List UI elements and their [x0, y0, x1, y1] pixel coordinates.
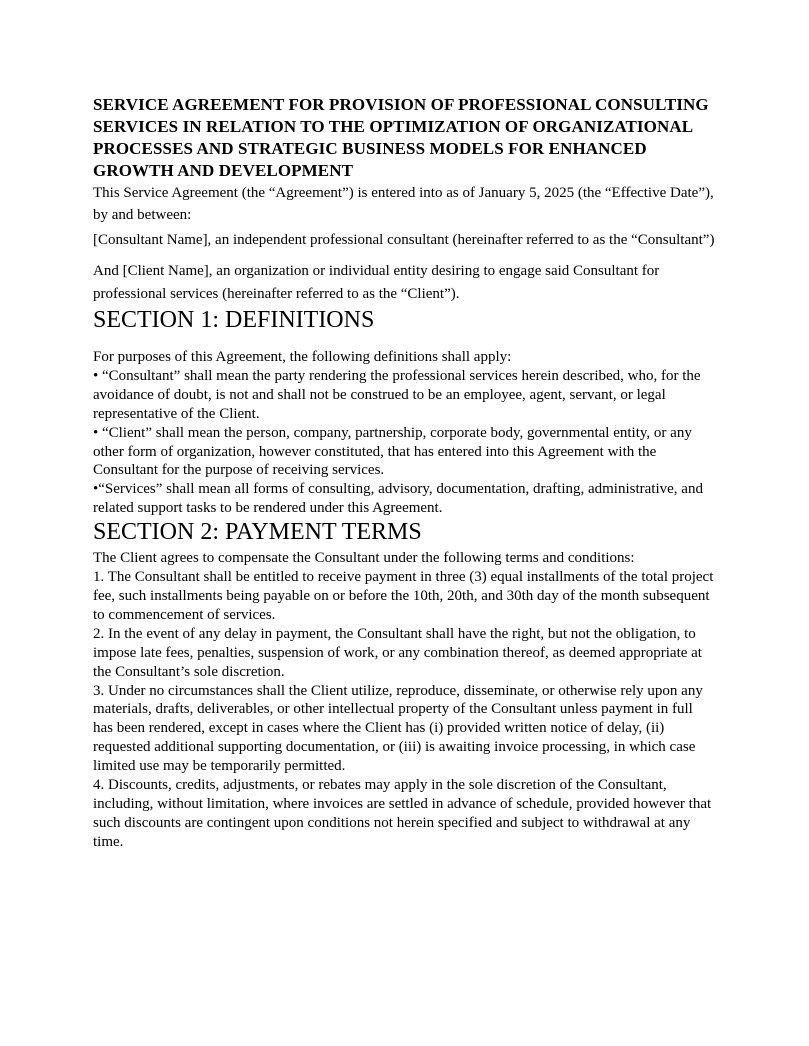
section-1-heading: SECTION 1: DEFINITIONS	[93, 307, 375, 333]
party-consultant-paragraph: [Consultant Name], an independent professional consultant (hereinafter referred to as the “Consultant”)	[93, 232, 715, 248]
payment-term-4: 4. Discounts, credits, adjustments, or rebates may apply in the sole discretion of the Consultant, including, without limitation, where invoices are settled in advance of schedule, provided however that such discounts are contingent upon conditions not herein specified and subject to withdrawal at any time.	[93, 777, 712, 850]
definition-services: •“Services” shall mean all forms of consulting, advisory, documentation, drafting, administrative, and related support tasks to be rendered under this Agreement.	[93, 481, 703, 517]
payment-term-3: 3. Under no circumstances shall the Client utilize, reproduce, disseminate, or otherwise rely upon any materials, drafts, deliverables, or other intellectual property of the Consultant unless payment in full has been rendered, except in cases where the Client has (i) provided written notice of delay, (ii) requested additional supporting documentation, or (iii) is awaiting invoice processing, in which case limited use may be temporarily permitted.	[93, 682, 703, 775]
section-2-heading: SECTION 2: PAYMENT TERMS	[93, 519, 422, 546]
definition-consultant: • “Consultant” shall mean the party rendering the professional services herein described, who, for the avoidance of doubt, is not and shall not be construed to be an employee, agent, servant, or legal representative of the Client.	[93, 367, 701, 422]
document-title: SERVICE AGREEMENT FOR PROVISION OF PROFESSIONAL CONSULTING SERVICES IN RELATION TO THE OPTIMIZATION OF ORGANIZATIONAL PROCESSES AND STRATEGIC BUSINESS MODELS FOR ENHANCED GROWTH AND DEVELOPMENT	[93, 95, 709, 180]
definitions-intro: For purposes of this Agreement, the following definitions shall apply:	[93, 349, 512, 365]
agreement-intro-paragraph: This Service Agreement (the “Agreement”) is entered into as of January 5, 2025 (the “Effective Date”), by and between:	[93, 185, 714, 223]
payment-term-2: 2. In the event of any delay in payment, the Consultant shall have the right, but not the obligation, to impose late fees, penalties, suspension of work, or any combination thereof, as deemed appropriate at the Consultant’s sole discretion.	[93, 625, 702, 680]
party-client-paragraph: And [Client Name], an organization or individual entity desiring to engage said Consultant for professional services (hereinafter referred to as the “Client”).	[93, 263, 660, 302]
definition-client: • “Client” shall mean the person, company, partnership, corporate body, governmental entity, or any other form of organization, however constituted, that has entered into this Agreement with the Consultant for the purpose of receiving services.	[93, 424, 692, 479]
payment-terms-intro: The Client agrees to compensate the Consultant under the following terms and conditions:	[93, 550, 635, 567]
payment-term-1: 1. The Consultant shall be entitled to receive payment in three (3) equal installments of the total project fee, such installments being payable on or before the 10th, 20th, and 30th day of the month subsequent to commencement of services.	[93, 569, 714, 623]
